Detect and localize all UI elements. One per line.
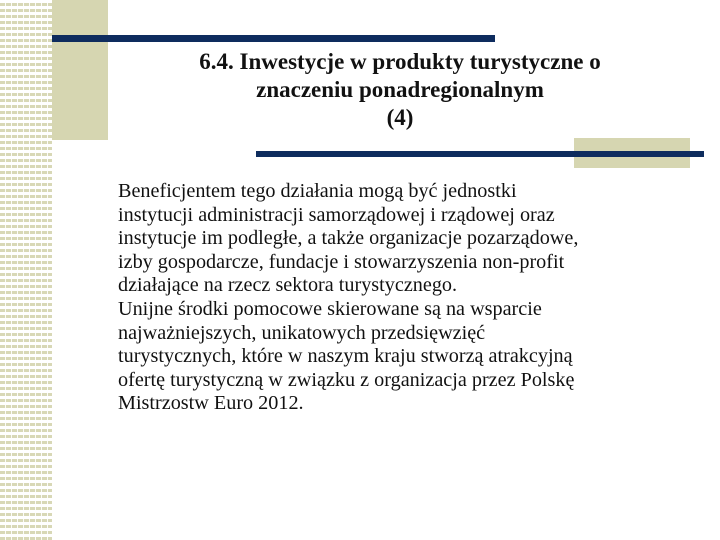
slide-title: 6.4. Inwestycje w produkty turystyczne o znaczeniu ponadregionalnym (4)	[199, 49, 601, 130]
decorative-olive-block-top	[52, 0, 108, 140]
title-rule-bottom	[256, 151, 704, 157]
title-rule-top	[52, 35, 495, 42]
body-paragraph-1: Beneficjentem tego działania mogą być jednostki instytucji administracji samorządowej i rządowej oraz instytucje im podległe, a także organizacje pozarządowe, izby gospodarcze, fundacje i stowarzyszenia non-profit działające na rzecz sektora turystycznego.	[118, 180, 579, 297]
body-paragraph-2: Unijne środki pomocowe skierowane są na wsparcie najważniejszych, unikatowych przedsięwzięć turystycznych, które w naszym kraju stworzą atrakcyjną ofertę turystyczną w związku z organizacja przez Polskę Mistrzostw Euro 2012.	[118, 297, 575, 415]
decorative-stripe-band	[0, 0, 52, 540]
slide-body	[118, 180, 688, 416]
